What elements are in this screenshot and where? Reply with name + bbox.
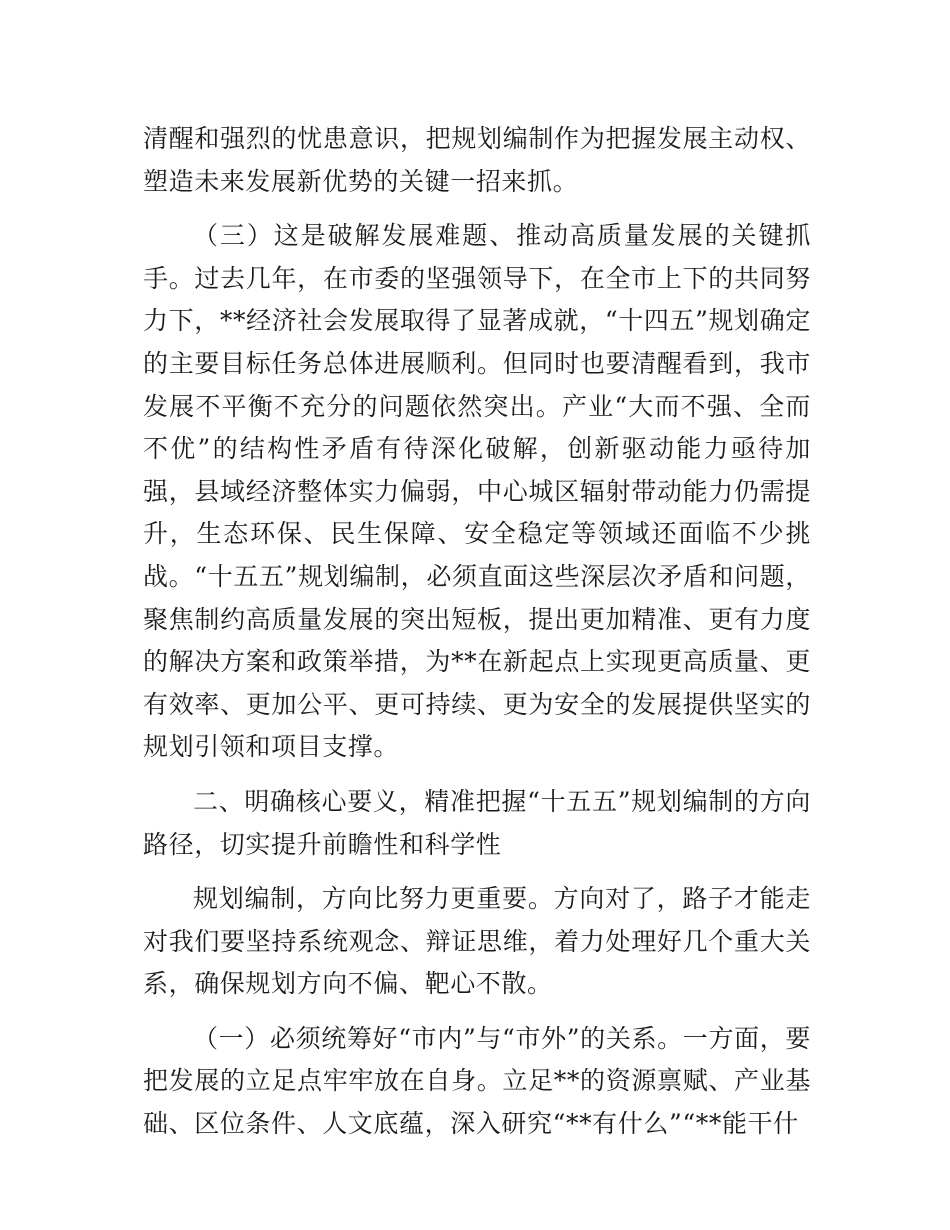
section-heading: 二、明确核心要义，精准把握“十五五”规划编制的方向路径，切实提升前瞻性和科学性 <box>143 786 811 859</box>
paragraph-4: （一）必须统筹好“市内”与“市外”的关系。一方面，要把发展的立足点牢牢放在自身。立足**的资源禀赋、产业基础、区位条件、人文底蕴，深入研究“**有什么”“**能干什 <box>143 1023 811 1139</box>
paragraph-3: 规划编制，方向比努力更重要。方向对了，路子才能走对我们要坚持系统观念、辩证思维，着力处理好几个重大关系，确保规划方向不偏、靶心不散。 <box>143 884 811 999</box>
paragraph-2: （三）这是破解发展难题、推动高质量发展的关键抓手。过去几年，在市委的坚强领导下，在全市上下的共同努力下，**经济社会发展取得了显著成就，“十四五”规划确定的主要目标任务总体进展顺利。但同时也要清醒看到，我市发展不平衡不充分的问题依然突出。产业“大而不强、全而不优”的结构性矛盾有待深化破解，创新驱动能力亟待加强，县域经济整体实力偏弱，中心城区辐射带动能力仍需提升，生态环保、民生保障、安全稳定等领域还面临不少挑战。“十五五”规划编制，必须直面这些深层次矛盾和问题，聚焦制约高质量发展的突出短板，提出更加精准、更有力度的解决方案和政策举措，为**在新起点上实现更高质量、更有效率、更加公平、更可持续、更为安全的发展提供坚实的规划引领和项目支撑。 <box>143 221 811 762</box>
document-body <box>143 118 811 1158</box>
paragraph-1: 清醒和强烈的忧患意识，把规划编制作为把握发展主动权、塑造未来发展新优势的关键一招来抓。 <box>143 124 811 196</box>
